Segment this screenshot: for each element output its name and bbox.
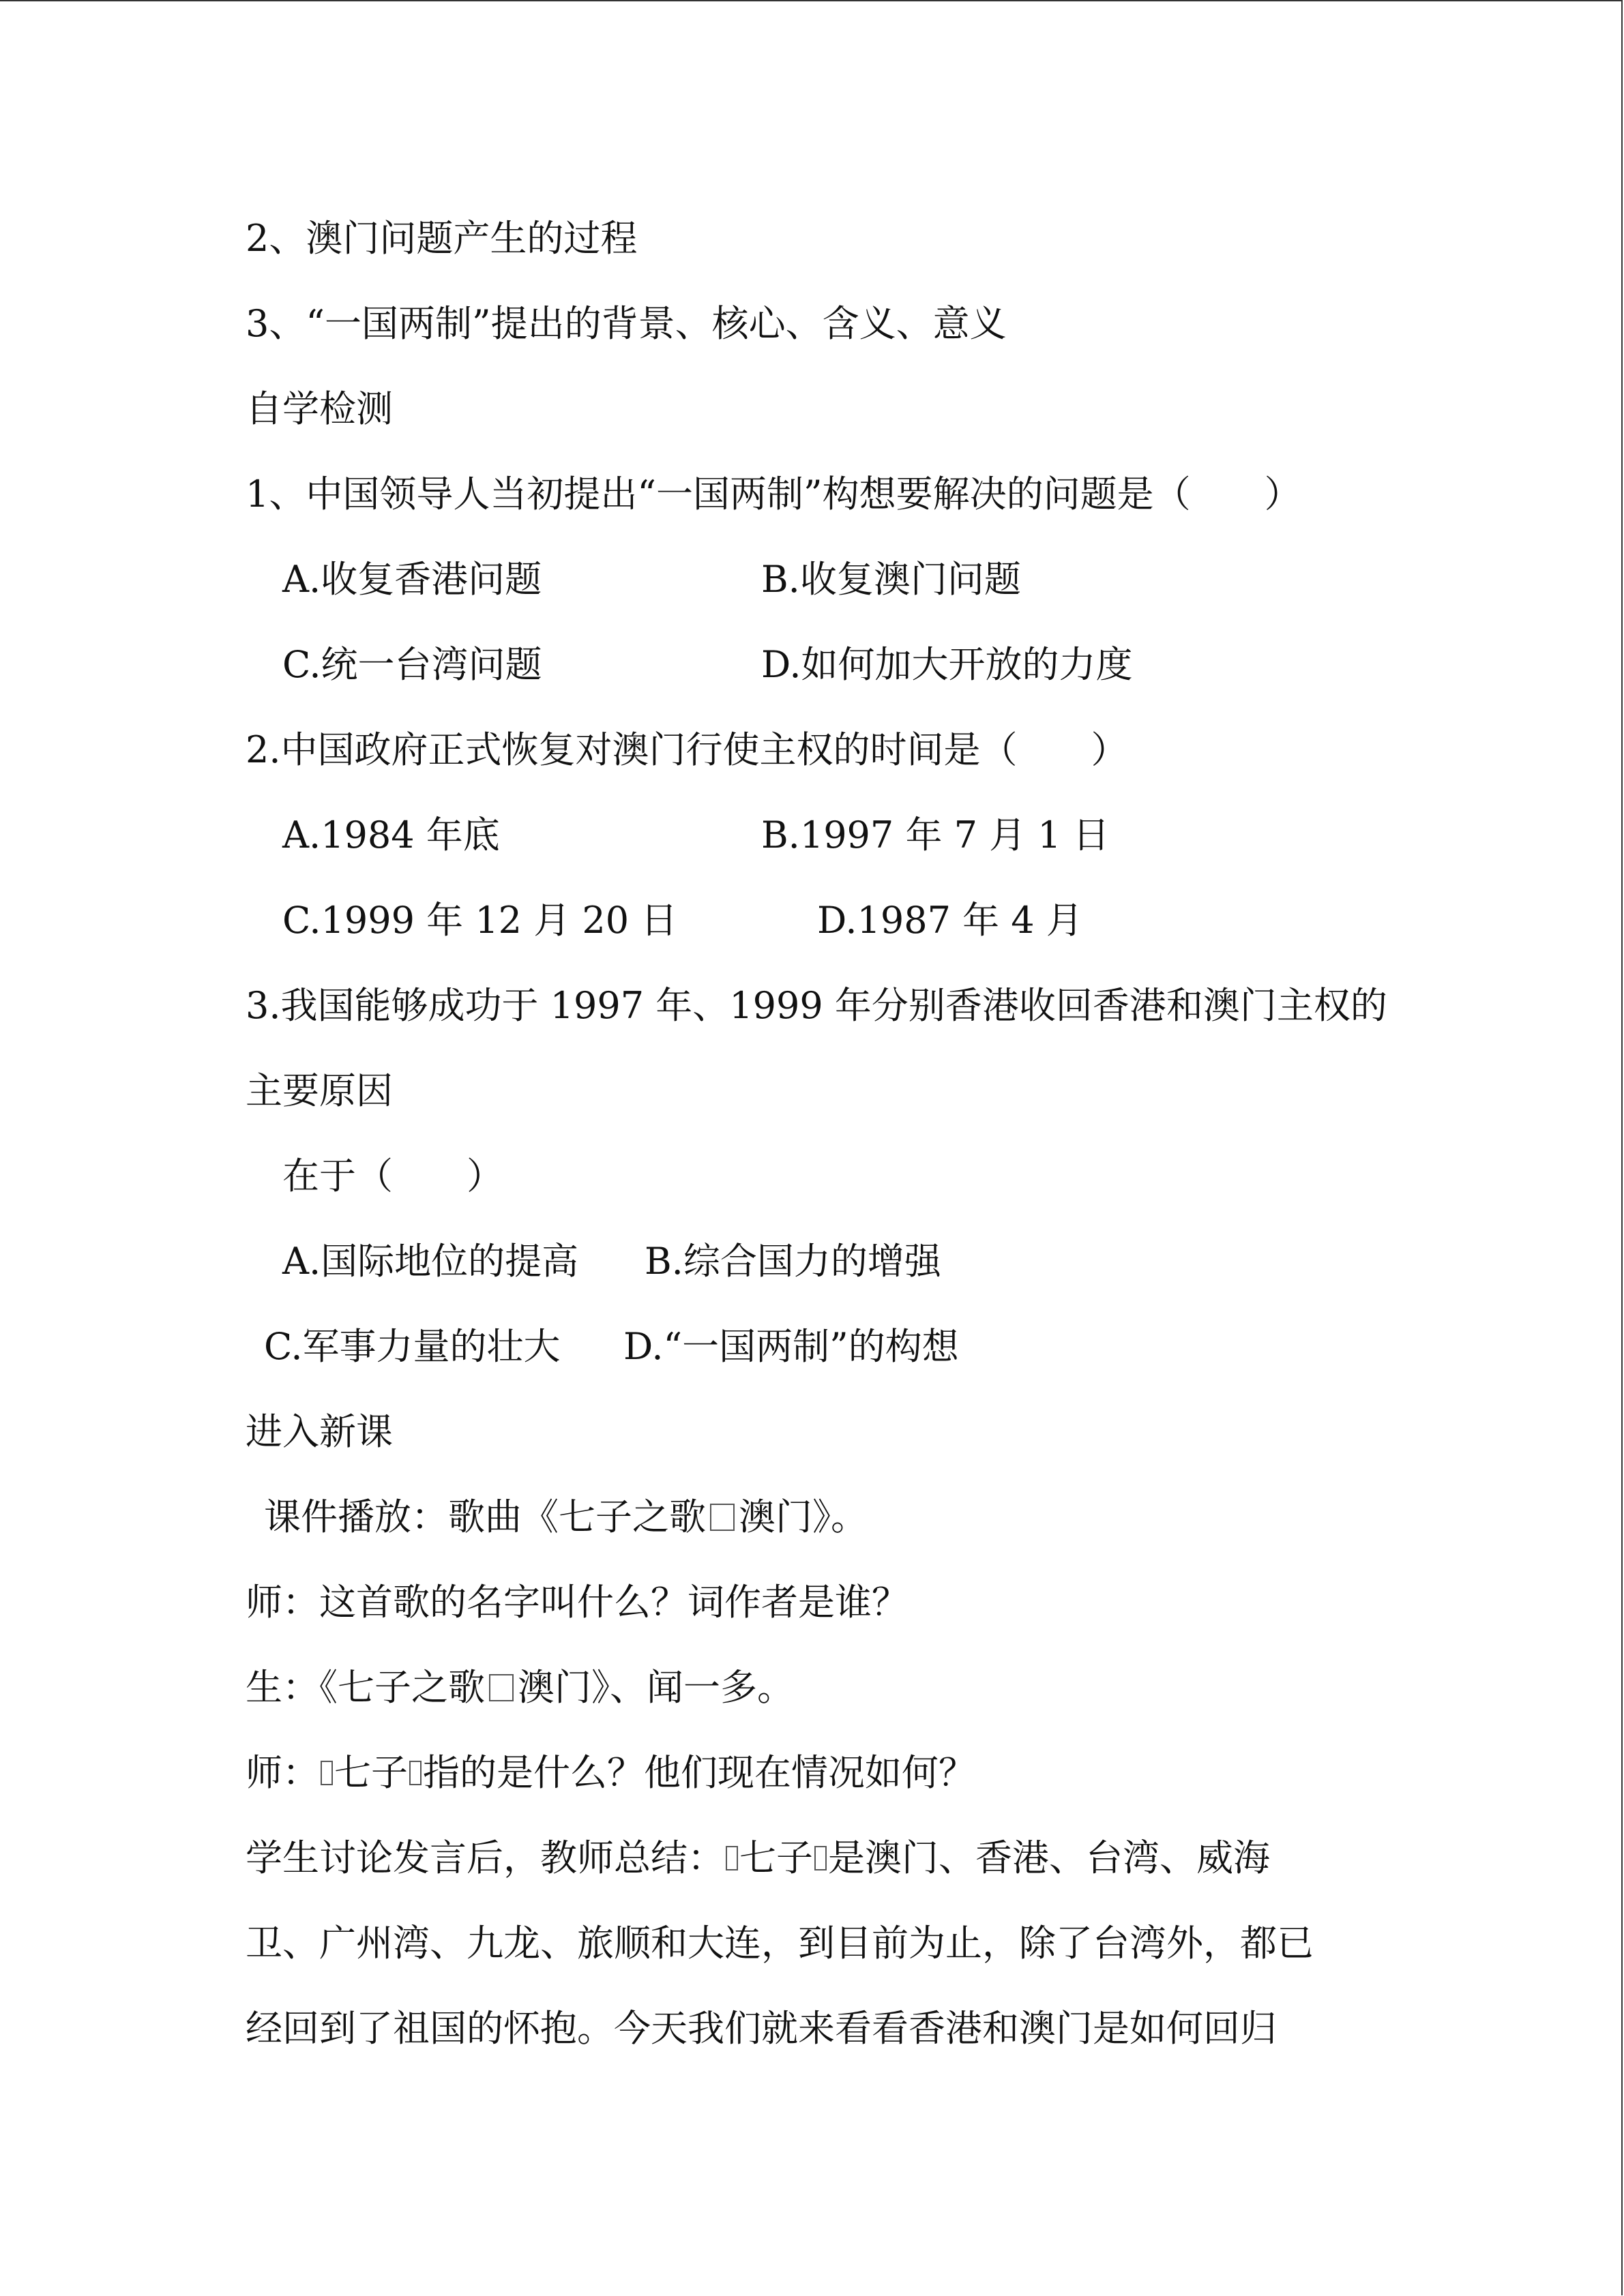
teacher-summary-line-2: 卫、广州湾、九龙、旅顺和大连，到目前为止，除了台湾外，都已: [246, 1922, 1314, 1965]
question-1-option-d: D.如何加大开放的力度: [761, 643, 1133, 686]
teacher-summary-1-prefix: 学生讨论发言后，教师总结：: [246, 1836, 724, 1879]
question-3-stem-line1: 3.我国能够成功于 1997 年、1999 年分别香港收回香港和澳门主权的: [246, 984, 1387, 1027]
teacher-question-1: 师：这首歌的名字叫什么？词作者是谁？: [246, 1581, 909, 1624]
question-3-stem-line3: 在于（ ）: [282, 1154, 503, 1197]
question-3-option-a: A.国际地位的提高: [282, 1240, 579, 1283]
question-2-stem: 2.中国政府正式恢复对澳门行使主权的时间是（ ）: [246, 728, 1128, 771]
teacher-question-2-prefix: 师：: [246, 1751, 319, 1794]
teacher-summary-1-rest: 是澳门、香港、台湾、威海: [828, 1836, 1270, 1879]
missing-glyph-box: [321, 1761, 333, 1785]
question-2-option-b: B.1997 年 7 月 1 日: [761, 814, 1110, 856]
question-3-option-c: C.军事力量的壮大: [264, 1325, 561, 1368]
student-answer-after: 澳门》、闻一多。: [518, 1666, 794, 1709]
teacher-question-2-rest: 指的是什么？他们现在情况如何？: [423, 1751, 975, 1794]
question-1-option-c: C.统一台湾问题: [282, 643, 542, 686]
question-1-stem: 1、中国领导人当初提出“一国两制”构想要解决的问题是（ ）: [246, 473, 1301, 516]
missing-glyph-box: [814, 1846, 827, 1870]
heading-item-2: 2、澳门问题产生的过程: [246, 217, 638, 260]
teacher-summary-1-term: 七子: [739, 1836, 813, 1879]
teacher-question-2: [246, 1753, 975, 1793]
section-title-new-lesson: 进入新课: [246, 1410, 393, 1453]
question-2-option-c: C.1999 年 12 月 20 日: [282, 899, 678, 942]
teacher-question-2-term: 七子: [334, 1751, 408, 1794]
missing-glyph-box: [409, 1761, 422, 1785]
question-1-option-a: A.收复香港问题: [282, 558, 542, 601]
heading-item-3: 3、“一国两制”提出的背景、核心、含义、意义: [246, 302, 1007, 345]
teacher-summary-line-1: [246, 1838, 1270, 1879]
question-3-option-d: D.“一国两制”的构想: [623, 1325, 959, 1368]
student-answer-line: [246, 1667, 794, 1708]
teacher-summary-line-3: 经回到了祖国的怀抱。今天我们就来看看香港和澳门是如何回归: [246, 2007, 1277, 2050]
missing-glyph-box: [726, 1846, 738, 1870]
courseware-text-after: 澳门》。: [739, 1495, 868, 1538]
missing-glyph-box: [489, 1674, 514, 1701]
missing-glyph-box: [710, 1504, 735, 1531]
courseware-text-before: 课件播放：歌曲《七子之歌: [264, 1495, 706, 1538]
student-answer-before: 生：《七子之歌: [246, 1666, 485, 1709]
courseware-line: [264, 1497, 868, 1538]
question-1-option-b: B.收复澳门问题: [761, 558, 1021, 601]
question-2-option-d: D.1987 年 4 月: [817, 899, 1083, 942]
question-3-stem-line2: 主要原因: [246, 1069, 393, 1112]
section-title-self-test: 自学检测: [246, 387, 393, 430]
question-2-option-a: A.1984 年底: [282, 814, 500, 856]
question-3-option-b: B.综合国力的增强: [645, 1240, 941, 1283]
